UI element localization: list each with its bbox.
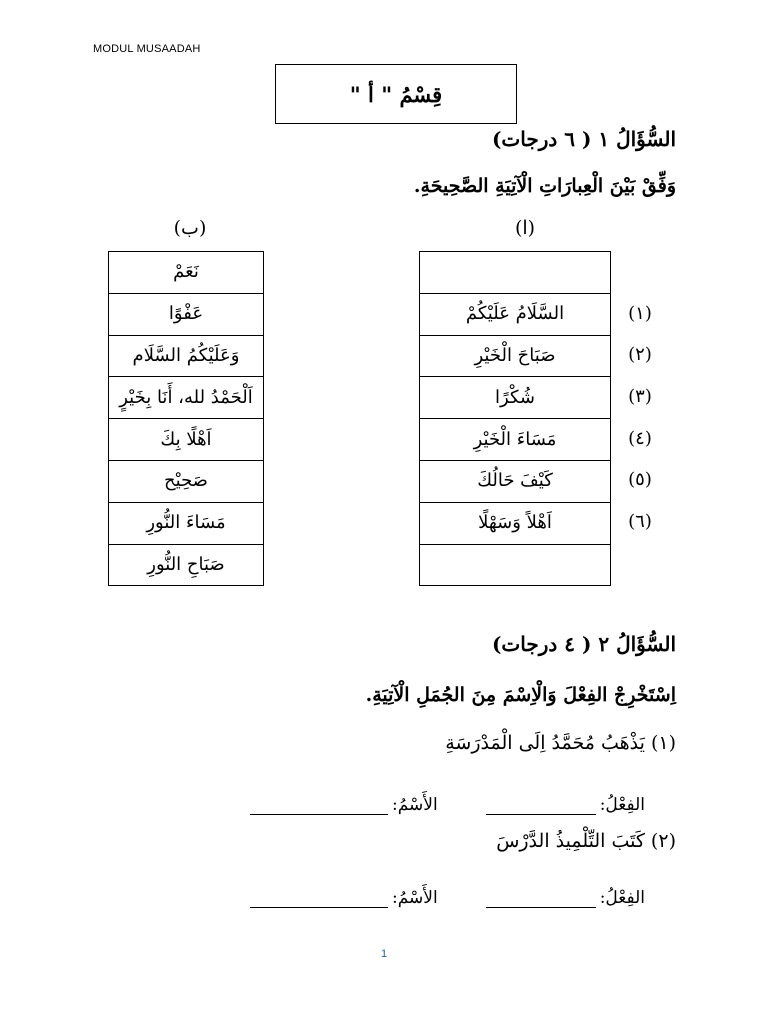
question-2-title: السُّؤَالُ ٢ ( ٤ درجات) (491, 632, 676, 656)
column-b-cell: مَسَاءَ النُّورِ (109, 502, 264, 544)
column-b-cell: صَحِيْح (109, 460, 264, 502)
column-a-cell: كَيْفَ حَالُكَ (420, 460, 611, 502)
question-2-sentence-1: (١) يَذْهَبُ مُحَمَّدُ اِلَى الْمَدْرَسَةِ (445, 732, 676, 754)
answer-row-1 (205, 785, 645, 815)
noun-answer-line[interactable] (250, 796, 388, 815)
column-b-cell: نَعَمْ (109, 252, 264, 294)
item-number: (٥) (628, 469, 652, 491)
column-a-table (419, 251, 611, 586)
column-b-cell: اَهْلًا بِكَ (109, 419, 264, 461)
column-a-cell: السَّلَامُ عَلَيْكُمْ (420, 293, 611, 335)
verb-answer-line[interactable] (486, 889, 596, 908)
question-1-instruction: وَفِّقْ بَيْنَ الْعِبارَاتِ الْآتِيَةِ الصَّحِيحَةِ. (413, 175, 676, 197)
column-b-cell: عَفْوًا (109, 293, 264, 335)
column-a-cell: مَسَاءَ الْخَيْرِ (420, 419, 611, 461)
column-a-cell: شُكْرًا (420, 377, 611, 419)
column-b-label: (ب) (173, 217, 207, 239)
verb-label: الفِعْلُ: (599, 795, 645, 815)
question-2-sentence-2: (٢) كَتَبَ التِّلْمِيذُ الدَّرْسَ (496, 830, 676, 852)
item-number: (٦) (628, 510, 652, 532)
item-number (620, 251, 660, 293)
noun-answer-line[interactable] (250, 889, 388, 908)
column-a-cell (420, 252, 611, 294)
item-number: (٢) (628, 344, 652, 366)
section-label: قِسْمُ " أ " (349, 81, 443, 107)
column-b-table (108, 251, 264, 586)
column-a-label: (ا) (514, 217, 536, 239)
column-b-cell: وَعَلَيْكُمُ السَّلَام (109, 335, 264, 377)
item-number: (١) (628, 302, 652, 324)
verb-label: الفِعْلُ: (599, 888, 645, 908)
column-a-cell: اَهْلاً وَسَهْلًا (420, 502, 611, 544)
question-1-title: السُّؤَالُ ١ ( ٦ درجات) (491, 127, 676, 151)
header-title: MODUL MUSAADAH (93, 43, 201, 55)
column-b-cell: اَلْحَمْدُ لله، أَنَا بِخَيْرٍ (109, 377, 264, 419)
verb-answer-line[interactable] (486, 796, 596, 815)
item-number: (٤) (628, 427, 652, 449)
column-b-cell: صَبَاحِ النُّورِ (109, 544, 264, 586)
column-a-cell (420, 544, 611, 586)
noun-label: الأَسْمُ: (391, 795, 438, 815)
question-2-instruction: اِسْتَخْرِجْ الفِعْلَ وَالْاِسْمَ مِنَ الجُمَلِ الْآتِيَةِ. (365, 684, 676, 706)
item-numbers (620, 251, 660, 584)
page-number: 1 (380, 948, 388, 960)
noun-label: الأَسْمُ: (391, 888, 438, 908)
section-heading-box (275, 64, 517, 124)
column-a-cell: صَبَاحَ الْخَيْرِ (420, 335, 611, 377)
item-number: (٣) (628, 386, 652, 408)
item-number (620, 542, 660, 584)
answer-row-2 (205, 878, 645, 908)
